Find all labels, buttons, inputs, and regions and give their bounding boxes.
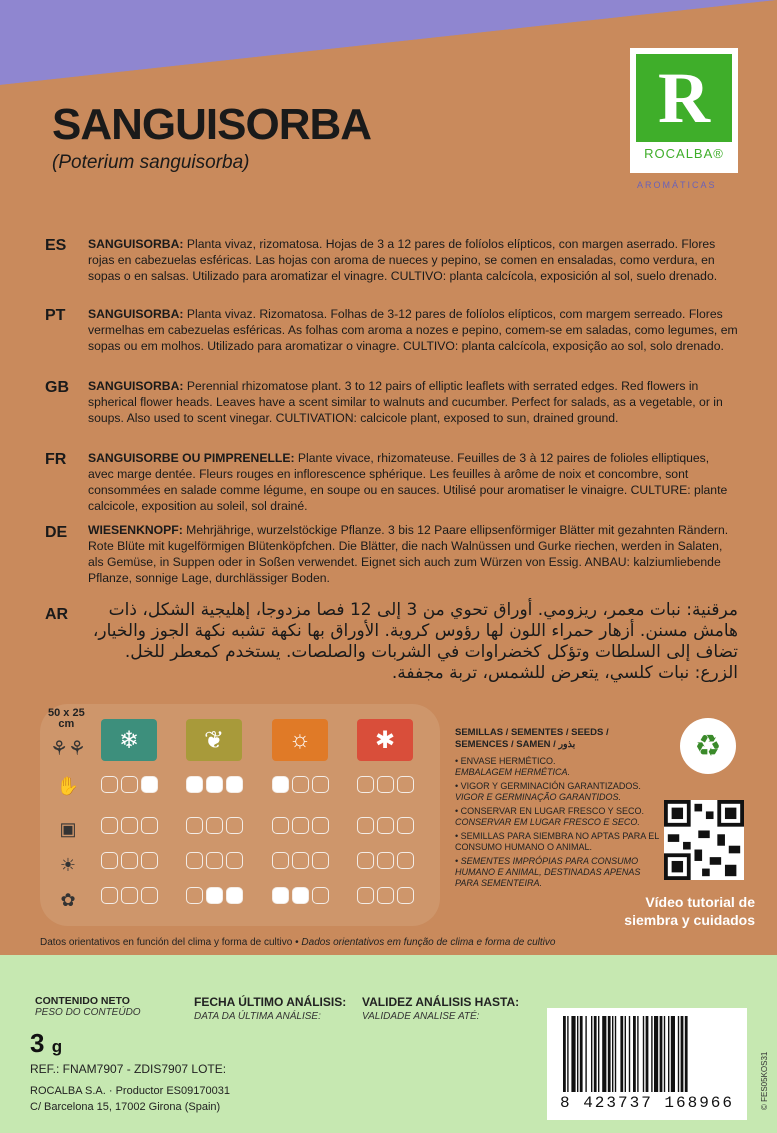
net-content-label: CONTENIDO NETO (35, 995, 130, 1007)
barcode-bar (646, 1016, 649, 1092)
snowflake-icon: ❄ (118, 726, 140, 754)
season-spring (186, 719, 242, 761)
calendar-cell (121, 887, 138, 904)
lang-code-ar: AR (45, 606, 69, 623)
calendar-cell (141, 817, 158, 834)
barcode-bar (571, 1016, 575, 1092)
lang-code-pt: PT (45, 307, 66, 324)
footnote-pt: Dados orientativos em função de clima e forma de cultivo (301, 937, 556, 948)
green-dot-recycle-icon: ♻ (680, 718, 736, 774)
calendar-cell (141, 776, 158, 793)
net-weight (30, 1028, 62, 1059)
seeds-item (455, 856, 660, 889)
video-caption-line: siembra y cuidados (624, 912, 755, 928)
description-lead: WIESENKNOPF: (88, 523, 183, 537)
seeds-item (455, 756, 660, 778)
calendar-cell (206, 817, 223, 834)
barcode-bar (625, 1016, 626, 1092)
barcode-bar (615, 1016, 616, 1092)
calendar-cell (206, 776, 223, 793)
calendar-cell (121, 852, 138, 869)
seedbed-icon: ▣ (59, 818, 77, 839)
calendar-cell (312, 887, 329, 904)
description-text: Planta vivaz, rizomatosa. Hojas de 3 a 12 pares de folíolos elípticos, con margen aserrado. Flores rojas en cabezuelas esféricas. Las hojas con aroma de nueces y pepino, se comen en ensaladas, como verdura, en sopas o en salsas. Utilizado para aromatizar el vinagre. CULTIVO: planta calcícola, exposición al sol, suelo drenado. (88, 237, 718, 283)
company-line: ROCALBA S.A. · Productor ES09170031 (30, 1085, 230, 1097)
seeds-item-alt: EMBALAGEM HERMÉTICA. (455, 767, 571, 777)
transplant-icon: ☀ (59, 854, 77, 875)
seeds-item-text: • VIGOR Y GERMINACIÓN GARANTIZADOS. (455, 781, 641, 791)
description-lead: SANGUISORBE OU PIMPRENELLE: (88, 451, 295, 465)
calendar-cell (312, 817, 329, 834)
calendar-cell (397, 852, 414, 869)
barcode-bar (685, 1016, 688, 1092)
seeds-item-text: • CONSERVAR EN LUGAR FRESCO Y SECO. (455, 806, 645, 816)
calendar-cell (141, 887, 158, 904)
calendar-cell (272, 817, 289, 834)
calendar-cell (357, 887, 374, 904)
calendar-cell (121, 776, 138, 793)
description-fr (88, 450, 738, 514)
calendar-cell (312, 852, 329, 869)
calendar-cell (226, 887, 243, 904)
calendar-cell (206, 852, 223, 869)
calendar-cell (101, 776, 118, 793)
calendar-cell (186, 776, 203, 793)
footnote-es: Datos orientativos en función del clima y forma de cultivo • (40, 937, 299, 948)
weight-value: 3 (30, 1028, 45, 1058)
video-caption-line: Vídeo tutorial de (645, 894, 755, 910)
barcode-bar (633, 1016, 636, 1092)
description-text: Perennial rhizomatose plant. 3 to 12 pairs of elliptic leaflets with serrated edges. Red flowers in spherical flower heads. Leaves have a scent similar to walnuts and cucumber. Perfect for salads, as a vegetable, or in soups. Also used to scent vinegar. CULTIVATION: calcicole plant, exposed to sun, drained ground. (88, 379, 723, 425)
description-gb (88, 378, 738, 426)
calendar-cell (377, 852, 394, 869)
weight-unit: g (51, 1037, 63, 1056)
description-de (88, 522, 738, 586)
sun-icon: ☼ (289, 726, 311, 753)
barcode-bar (678, 1016, 679, 1092)
net-content-label-alt: PESO DO CONTEÚDO (35, 1007, 141, 1018)
barcode-bar (602, 1016, 606, 1092)
logo-letter: R (658, 57, 710, 138)
calendar-cell (226, 852, 243, 869)
barcode-bar (594, 1016, 597, 1092)
address-line: C/ Barcelona 15, 17002 Girona (Spain) (30, 1101, 221, 1113)
barcode-bar (580, 1016, 583, 1092)
video-tutorial-caption (610, 893, 755, 929)
calendar-cell (397, 887, 414, 904)
sowing-icon: ✋ (56, 775, 80, 796)
rocalba-logo (630, 48, 738, 173)
footnote (40, 937, 555, 948)
calendar-cell (226, 776, 243, 793)
calendar-cell (397, 776, 414, 793)
qr-code-icon (664, 800, 744, 880)
calendar-cell (377, 776, 394, 793)
lang-code-gb: GB (45, 379, 69, 396)
description-lead: SANGUISORBA: (88, 307, 184, 321)
barcode-bar (608, 1016, 611, 1092)
seeds-item (455, 806, 660, 828)
spacing-value: 50 x 25 (48, 707, 85, 719)
spacing-unit: cm (58, 718, 75, 730)
barcode-bar (585, 1016, 586, 1092)
calendar-cell (292, 852, 309, 869)
seeds-title-line: SEMILLAS / SEMENTES / SEEDS / (455, 727, 609, 738)
calendar-cell (272, 852, 289, 869)
calendar-cell (397, 817, 414, 834)
calendar-cell (186, 817, 203, 834)
last-analysis-label: FECHA ÚLTIMO ANÁLISIS: (194, 995, 347, 1009)
description-es (88, 236, 738, 284)
calendar-cell (101, 887, 118, 904)
calendar-cell (186, 852, 203, 869)
calendar-cell (357, 817, 374, 834)
barcode-bar (660, 1016, 663, 1092)
barcode-bar (637, 1016, 638, 1092)
description-pt (88, 306, 738, 354)
seeds-title-line: SEMENCES / SAMEN / بذور (455, 739, 576, 750)
barcode-bar (671, 1016, 675, 1092)
description-ar: مرقنية: نبات معمر، ريزومي. أوراق تحوي من 3 إلى 12 فصا مزدوجا، إهليجية الشكل، ذات هامش مسنن. أزهار حمراء اللون لها رؤوس كروية. الأوراق بها نكهة تشبه نكهة الجوز والخيار، تضاف إلى السلطات وتؤكل كخضراوات في الشربات والصلصات. يستخدم كمعطر للخل. الزرع: نبات كلسي، يتعرض للشمس، تربة مجففة. (92, 600, 738, 683)
season-summer (272, 719, 328, 761)
latin-name: (Poterium sanguisorba) (52, 152, 250, 173)
plant-spacing (48, 708, 85, 730)
barcode-bar (620, 1016, 623, 1092)
brand-name: ROCALBA® (644, 146, 724, 161)
maple-leaf-icon: ✱ (374, 726, 396, 754)
barcode-bars (561, 1016, 733, 1092)
description-lead: SANGUISORBA: (88, 379, 184, 393)
barcode-bar (681, 1016, 684, 1092)
barcode-bar (664, 1016, 665, 1092)
reference-lot: REF.: FNAM7907 - ZDIS7907 LOTE: (30, 1062, 227, 1076)
lang-code-fr: FR (45, 451, 67, 468)
calendar-cell (141, 852, 158, 869)
barcode (547, 1008, 747, 1120)
harvest-icon: ✿ (60, 889, 76, 910)
lang-code-es: ES (45, 237, 67, 254)
calendar-cell (121, 817, 138, 834)
calendar-cell (377, 817, 394, 834)
barcode-bar (629, 1016, 630, 1092)
seeds-item (455, 831, 660, 853)
calendar-cell (206, 887, 223, 904)
seeds-item-text: • SEMILLAS PARA SIEMBRA NO APTAS PARA EL CONSUMO HUMANO O ANIMAL. (455, 831, 659, 852)
calendar-cell (377, 887, 394, 904)
validity-label: VALIDEZ ANÁLISIS HASTA: (362, 995, 520, 1009)
calendar-cell (357, 776, 374, 793)
calendar-cell (272, 887, 289, 904)
validity-label-alt: VALIDADE ANALISE ATÉ: (362, 1011, 480, 1022)
leaf-icon: ❦ (203, 726, 225, 754)
barcode-bar (643, 1016, 644, 1092)
calendar-cell (101, 852, 118, 869)
seeds-item-alt: CONSERVAR EM LUGAR FRESCO E SECO. (455, 817, 640, 827)
seeds-title (455, 727, 609, 751)
seeds-item-alt: • SEMENTES IMPRÓPIAS PARA CONSUMO HUMANO E ANIMAL, DESTINADAS APENAS PARA SEMENTEIRA. (455, 856, 641, 888)
description-lead: SANGUISORBA: (88, 237, 184, 251)
barcode-bar (598, 1016, 599, 1092)
spacing-plants-icon: ⚘⚘ (50, 737, 86, 760)
seeds-item-alt: VIGOR E GERMINAÇÃO GARANTIDOS. (455, 792, 622, 802)
vertical-code: © FES05KOS31 (760, 1051, 769, 1110)
seeds-item (455, 781, 660, 803)
barcode-bar (668, 1016, 669, 1092)
last-analysis-label-alt: DATA DA ÚLTIMA ANÁLISE: (194, 1011, 321, 1022)
barcode-bar (612, 1016, 613, 1092)
calendar-cell (226, 817, 243, 834)
brand-category: AROMÁTICAS (637, 180, 717, 190)
barcode-bar (567, 1016, 568, 1092)
lang-code-de: DE (45, 524, 68, 541)
barcode-bar (577, 1016, 578, 1092)
calendar-cell (292, 887, 309, 904)
season-winter (101, 719, 157, 761)
barcode-bar (651, 1016, 652, 1092)
barcode-bar (591, 1016, 592, 1092)
barcode-number: 8 423737 168966 (559, 1094, 735, 1112)
calendar-cell (272, 776, 289, 793)
calendar-cell (357, 852, 374, 869)
qr-code[interactable] (664, 800, 744, 880)
description-text: Mehrjährige, wurzelstöckige Pflanze. 3 bis 12 Paare ellipsenförmiger Blätter mit gezahnten Rändern. Rote Blüte mit kugelförmigen Blütenköpfchen. Die Blätter, die nach Walnüssen und Gurke riechen, werden in Salaten, als Gemüse, in Suppen oder in Soßen verwendet. Eignet sich auch zum Würzen von Essig. ANBAU: kalziumliebende Pflanze, sonnige Lage, durchlässiger Boden. (88, 523, 729, 585)
description-text: Plante vivace, rhizomateuse. Feuilles de 3 à 12 paires de folioles elliptiques, avec marge dentée. Fleurs rouges en inflorescence sphérique. Les feuilles à arôme de noix et concombre, sont consommées en salade comme légume, en soupe ou en sauces. Utilisé pour aromatiser le vinaigre. CULTURE: plante calcicole, exposition au soleil, sol drainé. (88, 451, 728, 513)
calendar-cell (292, 817, 309, 834)
season-autumn (357, 719, 413, 761)
barcode-bar (654, 1016, 658, 1092)
seeds-item-text: • ENVASE HERMÉTICO. (455, 756, 556, 766)
barcode-bar (563, 1016, 566, 1092)
calendar-cell (101, 817, 118, 834)
product-title: SANGUISORBA (52, 100, 372, 149)
calendar-cell (312, 776, 329, 793)
description-text: Planta vivaz. Rizomatosa. Folhas de 3-12 pares de folíolos elípticos, com margem serreado. Flores vermelhas em cabezuelas esféricas. As folhas com aroma a nozes e pepino, comem-se em saladas, como legumes, em sopas ou em molhos. Utilizado para aromatizar o vinagre. CULTIVO: planta calcícola, exposição ao sol, solo drenado. (88, 307, 738, 353)
calendar-cell (292, 776, 309, 793)
calendar-cell (186, 887, 203, 904)
